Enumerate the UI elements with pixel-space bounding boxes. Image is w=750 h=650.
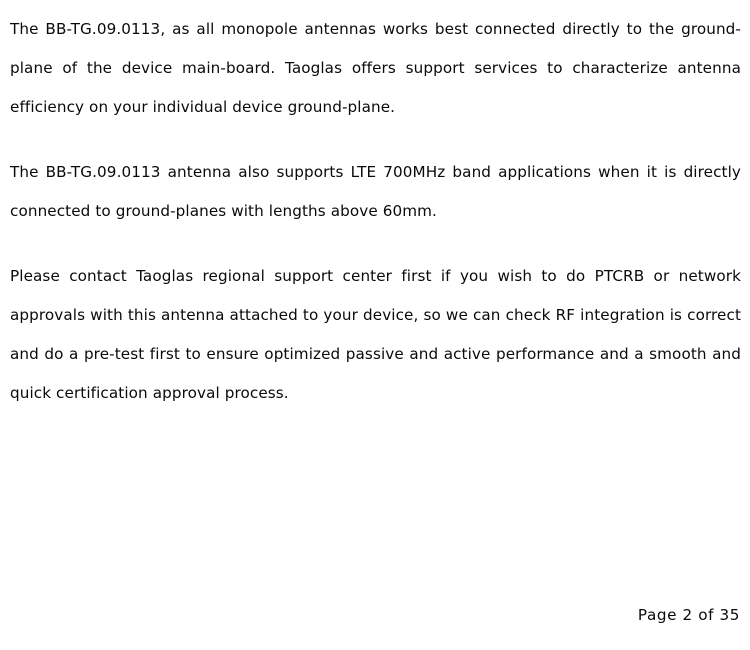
- paragraph-3: Please contact Taoglas regional support center first if you wish to do PTCRB or network approvals with this antenna attached to your device, so we can check RF integration is correct and do a pre-test first to ensure optimized passive and active performance and a smooth and quick certification approval process.: [10, 267, 741, 402]
- document-body: [10, 10, 741, 413]
- paragraph-1: The BB-TG.09.0113, as all monopole antennas works best connected directly to the ground-plane of the device main-board. Taoglas offers support services to characterize antenna efficiency on your individual device ground-plane.: [10, 20, 741, 116]
- paragraph-2: The BB-TG.09.0113 antenna also supports LTE 700MHz band applications when it is directly connected to ground-planes with lengths above 60mm.: [10, 163, 741, 220]
- page-footer: Page 2 of 35: [637, 606, 740, 624]
